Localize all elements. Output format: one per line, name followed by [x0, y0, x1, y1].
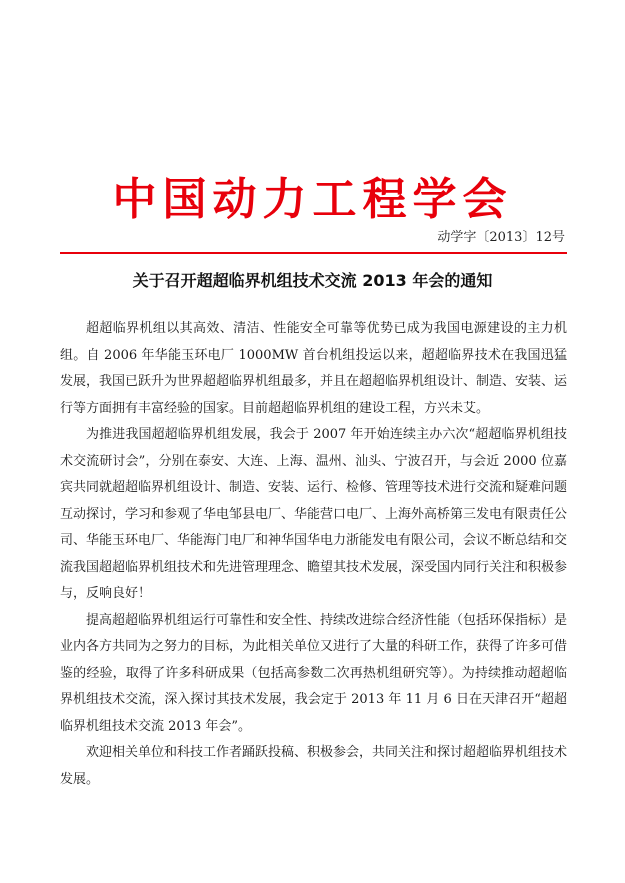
body-paragraph-4: 欢迎相关单位和科技工作者踊跃投稿、积极参会，共同关注和探讨超超临界机组技术发展。 [60, 745, 568, 787]
header-divider [60, 252, 567, 254]
body-paragraph-2: 为推进我国超超临界机组发展，我会于 2007 年开始连续主办六次“超超临界机组技术交流研讨会”，分别在泰安、大连、上海、温州、汕头、宁波召开，与会近 2000 位嘉宾共同就超超临界机组设计、制造、安装、运行、检修、管理等技术进行交流和疑难问题互动探讨，学习和参观了华电邹县电厂、华能营口电厂、上海外高桥第三发电有限责任公司、华能玉环电厂、华能海门电厂和神华国华电力浙能发电有限公司，会议不断总结和交流我国超超临界机组技术和先进管理理念、瞻望其技术发展，深受国内同行关注和积极参与，反响良好！ [60, 427, 568, 601]
document-number: 动学字〔2013〕12号 [437, 230, 565, 245]
body-paragraph-1: 超超临界机组以其高效、清洁、性能安全可靠等优势已成为我国电源建设的主力机组。自 2006 年华能玉环电厂 1000MW 首台机组投运以来，超超临界技术在我国迅猛发展，我国已跃升为世界超超临界机组最多，并且在超超临界机组设计、制造、安装、运行等方面拥有丰富经验的国家。目前超超临界机组的建设工程，方兴未艾。 [60, 321, 568, 416]
body-paragraph-3: 提高超超临界机组运行可靠性和安全性、持续改进综合经济性能（包括环保指标）是业内各方共同为之努力的目标，为此相关单位又进行了大量的科研工作，获得了许多可借鉴的经验，取得了许多科研成果（包括高参数二次再热机组研究等）。为持续推动超超临界机组技术交流，深入探讨其技术发展，我会定于 2013 年 11 月 6 日在天津召开“超超临界机组技术交流 2013 年会”。 [60, 612, 568, 734]
organization-name: 中国动力工程学会 [112, 174, 513, 225]
notice-body [60, 316, 567, 793]
notice-title: 关于召开超超临界机组技术交流 2013 年会的通知 [132, 271, 493, 290]
